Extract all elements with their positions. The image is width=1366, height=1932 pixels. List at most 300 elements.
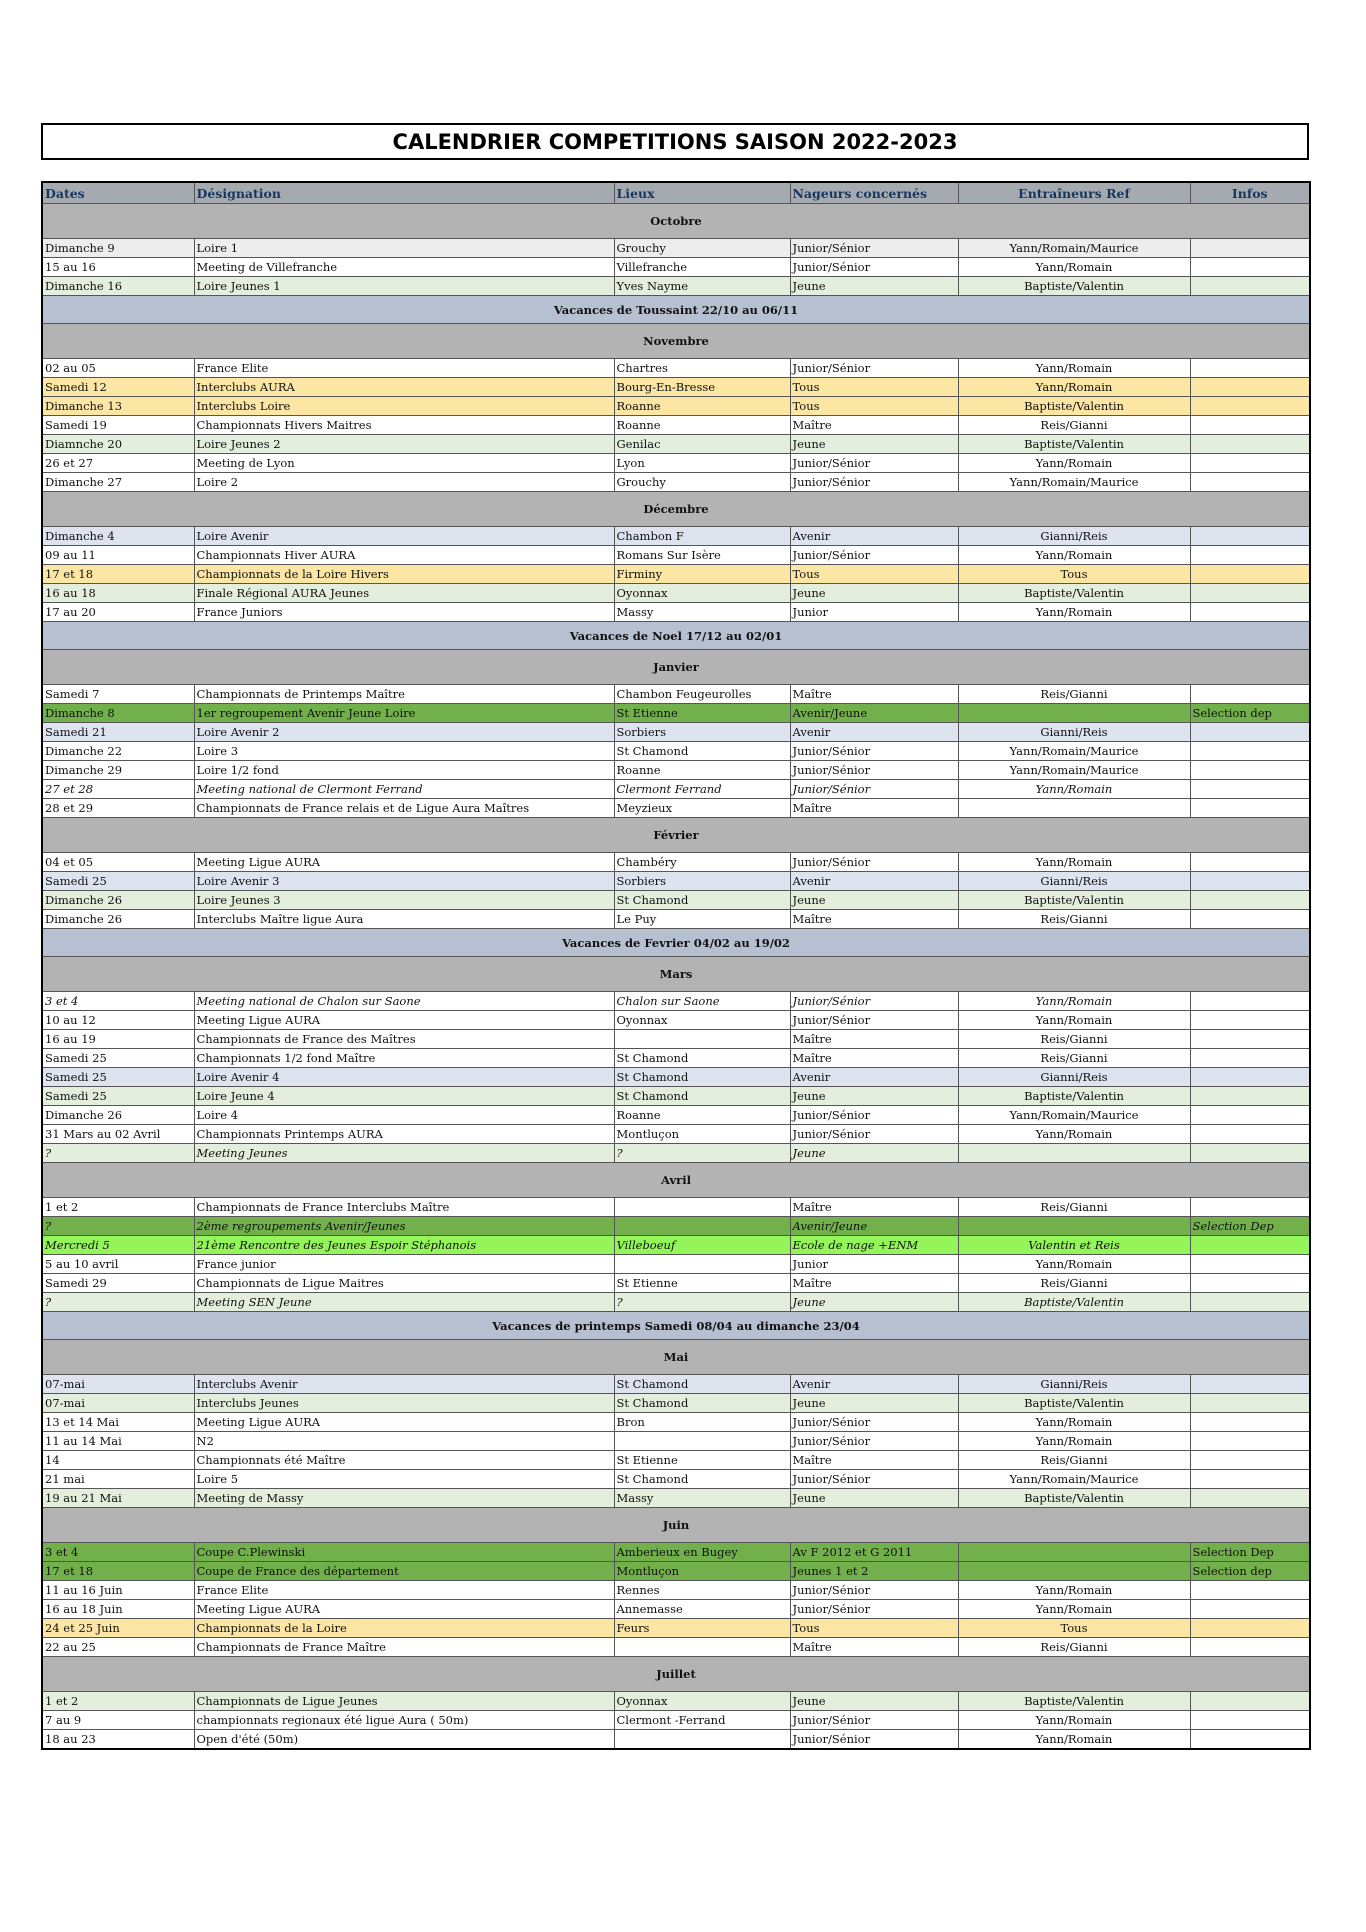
cell-entraineurs: Tous — [958, 1619, 1190, 1638]
cell-entraineurs — [958, 1562, 1190, 1581]
cell-lieu: Rennes — [614, 1581, 790, 1600]
table-row — [42, 1394, 1310, 1413]
cell-entraineurs: Yann/Romain/Maurice — [958, 1106, 1190, 1125]
cell-designation: Meeting Ligue AURA — [194, 853, 614, 872]
cell-nageurs: Junior/Sénior — [790, 1711, 958, 1730]
cell-designation: Meeting de Villefranche — [194, 258, 614, 277]
cell-lieu — [614, 1030, 790, 1049]
cell-nageurs: Maître — [790, 799, 958, 818]
table-row — [42, 258, 1310, 277]
cell-date: Dimanche 22 — [42, 742, 194, 761]
cell-lieu: Montluçon — [614, 1125, 790, 1144]
table-row — [42, 1255, 1310, 1274]
month-row — [42, 204, 1310, 239]
cell-infos — [1190, 1198, 1310, 1217]
cell-nageurs: Junior/Sénior — [790, 742, 958, 761]
month-label: Mai — [42, 1340, 1310, 1375]
table-row — [42, 872, 1310, 891]
cell-nageurs: Junior/Sénior — [790, 853, 958, 872]
cell-date: 16 au 18 — [42, 584, 194, 603]
cell-lieu: St Chamond — [614, 742, 790, 761]
month-row — [42, 1163, 1310, 1198]
cell-nageurs: Maître — [790, 1274, 958, 1293]
cell-infos — [1190, 723, 1310, 742]
cell-nageurs: Junior/Sénior — [790, 1470, 958, 1489]
cell-entraineurs: Yann/Romain — [958, 780, 1190, 799]
cell-date: Samedi 7 — [42, 685, 194, 704]
table-row — [42, 546, 1310, 565]
cell-date: Dimanche 26 — [42, 891, 194, 910]
cell-designation: France Juniors — [194, 603, 614, 622]
table-row — [42, 1489, 1310, 1508]
table-row — [42, 1619, 1310, 1638]
cell-infos — [1190, 1068, 1310, 1087]
cell-nageurs: Junior/Sénior — [790, 1581, 958, 1600]
table-row — [42, 780, 1310, 799]
cell-date: 13 et 14 Mai — [42, 1413, 194, 1432]
header-entraineurs: Entraîneurs Ref — [958, 182, 1190, 204]
cell-designation: Interclubs AURA — [194, 378, 614, 397]
cell-nageurs: Avenir/Jeune — [790, 704, 958, 723]
cell-entraineurs: Valentin et Reis — [958, 1236, 1190, 1255]
month-label: Juillet — [42, 1657, 1310, 1692]
header-infos: Infos — [1190, 182, 1310, 204]
cell-nageurs: Junior/Sénior — [790, 1125, 958, 1144]
cell-date: 3 et 4 — [42, 1543, 194, 1562]
cell-entraineurs: Yann/Romain/Maurice — [958, 761, 1190, 780]
cell-infos — [1190, 454, 1310, 473]
cell-infos — [1190, 565, 1310, 584]
cell-nageurs: Jeune — [790, 1144, 958, 1163]
cell-designation: Meeting de Lyon — [194, 454, 614, 473]
cell-infos — [1190, 258, 1310, 277]
cell-nageurs: Junior/Sénior — [790, 1600, 958, 1619]
cell-lieu: Romans Sur Isère — [614, 546, 790, 565]
table-row — [42, 1144, 1310, 1163]
cell-date: Samedi 25 — [42, 1049, 194, 1068]
cell-nageurs: Avenir/Jeune — [790, 1217, 958, 1236]
table-row — [42, 1125, 1310, 1144]
cell-entraineurs: Yann/Romain — [958, 546, 1190, 565]
cell-nageurs: Jeunes 1 et 2 — [790, 1562, 958, 1581]
cell-infos — [1190, 527, 1310, 546]
table-row — [42, 359, 1310, 378]
cell-designation: Loire Avenir 3 — [194, 872, 614, 891]
cell-entraineurs: Yann/Romain — [958, 853, 1190, 872]
cell-nageurs: Maître — [790, 910, 958, 929]
cell-nageurs: Junior/Sénior — [790, 761, 958, 780]
month-label: Juin — [42, 1508, 1310, 1543]
cell-designation: Loire 2 — [194, 473, 614, 492]
calendar-body — [42, 204, 1310, 1750]
table-row — [42, 473, 1310, 492]
cell-designation: Interclubs Jeunes — [194, 1394, 614, 1413]
cell-designation: Meeting SEN Jeune — [194, 1293, 614, 1312]
cell-date: Samedi 21 — [42, 723, 194, 742]
cell-date: 19 au 21 Mai — [42, 1489, 194, 1508]
cell-entraineurs: Reis/Gianni — [958, 685, 1190, 704]
cell-nageurs: Jeune — [790, 435, 958, 454]
cell-lieu — [614, 1255, 790, 1274]
cell-entraineurs: Baptiste/Valentin — [958, 1692, 1190, 1711]
cell-entraineurs: Reis/Gianni — [958, 910, 1190, 929]
table-row — [42, 527, 1310, 546]
cell-date: 14 — [42, 1451, 194, 1470]
table-row — [42, 378, 1310, 397]
table-row — [42, 1581, 1310, 1600]
cell-infos — [1190, 1144, 1310, 1163]
cell-entraineurs — [958, 1217, 1190, 1236]
table-row — [42, 799, 1310, 818]
month-row — [42, 1340, 1310, 1375]
month-label: Novembre — [42, 324, 1310, 359]
cell-lieu: St Etienne — [614, 1274, 790, 1293]
cell-lieu: Massy — [614, 1489, 790, 1508]
cell-infos — [1190, 1413, 1310, 1432]
cell-designation: Championnats Hiver AURA — [194, 546, 614, 565]
cell-lieu: Chambéry — [614, 853, 790, 872]
cell-date: 11 au 16 Juin — [42, 1581, 194, 1600]
cell-infos — [1190, 799, 1310, 818]
vacation-label: Vacances de Toussaint 22/10 au 06/11 — [42, 296, 1310, 324]
cell-entraineurs: Yann/Romain — [958, 1581, 1190, 1600]
cell-nageurs: Avenir — [790, 723, 958, 742]
cell-date: 07-mai — [42, 1375, 194, 1394]
cell-lieu: Oyonnax — [614, 1011, 790, 1030]
cell-nageurs: Avenir — [790, 1375, 958, 1394]
table-row — [42, 1600, 1310, 1619]
cell-lieu: Grouchy — [614, 473, 790, 492]
table-row — [42, 761, 1310, 780]
vacation-row — [42, 929, 1310, 957]
cell-entraineurs: Baptiste/Valentin — [958, 891, 1190, 910]
cell-date: 26 et 27 — [42, 454, 194, 473]
cell-designation: Championnats de Printemps Maître — [194, 685, 614, 704]
cell-designation: 1er regroupement Avenir Jeune Loire — [194, 704, 614, 723]
cell-nageurs: Tous — [790, 378, 958, 397]
cell-entraineurs: Reis/Gianni — [958, 1638, 1190, 1657]
table-row — [42, 239, 1310, 258]
cell-entraineurs — [958, 1543, 1190, 1562]
table-row — [42, 603, 1310, 622]
cell-entraineurs: Yann/Romain — [958, 992, 1190, 1011]
table-row — [42, 1543, 1310, 1562]
table-row — [42, 891, 1310, 910]
table-row — [42, 1692, 1310, 1711]
cell-lieu: St Chamond — [614, 891, 790, 910]
cell-lieu: Le Puy — [614, 910, 790, 929]
cell-nageurs: Junior/Sénior — [790, 473, 958, 492]
cell-infos — [1190, 1711, 1310, 1730]
cell-date: Samedi 25 — [42, 872, 194, 891]
cell-lieu: Sorbiers — [614, 723, 790, 742]
cell-date: Samedi 25 — [42, 1087, 194, 1106]
table-row — [42, 1638, 1310, 1657]
cell-infos — [1190, 1470, 1310, 1489]
cell-entraineurs: Reis/Gianni — [958, 1049, 1190, 1068]
cell-entraineurs: Yann/Romain — [958, 1125, 1190, 1144]
table-row — [42, 910, 1310, 929]
month-row — [42, 492, 1310, 527]
cell-designation: Championnats Hivers Maitres — [194, 416, 614, 435]
cell-date: 21 mai — [42, 1470, 194, 1489]
table-row — [42, 584, 1310, 603]
cell-designation: Meeting national de Clermont Ferrand — [194, 780, 614, 799]
cell-lieu: Chambon Feugeurolles — [614, 685, 790, 704]
header-designation: Désignation — [194, 182, 614, 204]
cell-lieu: Clermont Ferrand — [614, 780, 790, 799]
cell-designation: Finale Régional AURA Jeunes — [194, 584, 614, 603]
cell-designation: Loire 4 — [194, 1106, 614, 1125]
table-row — [42, 1375, 1310, 1394]
month-label: Octobre — [42, 204, 1310, 239]
cell-entraineurs: Gianni/Reis — [958, 527, 1190, 546]
cell-infos — [1190, 359, 1310, 378]
cell-date: Dimanche 26 — [42, 910, 194, 929]
cell-infos — [1190, 473, 1310, 492]
cell-date: 1 et 2 — [42, 1198, 194, 1217]
cell-entraineurs: Baptiste/Valentin — [958, 397, 1190, 416]
cell-entraineurs: Reis/Gianni — [958, 1030, 1190, 1049]
cell-nageurs: Tous — [790, 1619, 958, 1638]
cell-infos — [1190, 1451, 1310, 1470]
cell-infos — [1190, 780, 1310, 799]
cell-infos: Selection dep — [1190, 1562, 1310, 1581]
cell-infos — [1190, 584, 1310, 603]
cell-designation: France Elite — [194, 359, 614, 378]
cell-infos — [1190, 1236, 1310, 1255]
cell-infos — [1190, 416, 1310, 435]
cell-entraineurs: Yann/Romain — [958, 1711, 1190, 1730]
cell-infos: Selection Dep — [1190, 1217, 1310, 1236]
cell-designation: Loire Avenir 2 — [194, 723, 614, 742]
cell-entraineurs: Baptiste/Valentin — [958, 277, 1190, 296]
cell-lieu: ? — [614, 1144, 790, 1163]
cell-infos — [1190, 1394, 1310, 1413]
cell-lieu: St Etienne — [614, 704, 790, 723]
cell-lieu: St Chamond — [614, 1087, 790, 1106]
header-dates: Dates — [42, 182, 194, 204]
cell-entraineurs: Yann/Romain — [958, 1730, 1190, 1750]
cell-infos — [1190, 1730, 1310, 1750]
cell-designation: Championnats été Maître — [194, 1451, 614, 1470]
cell-date: 16 au 19 — [42, 1030, 194, 1049]
cell-infos — [1190, 239, 1310, 258]
cell-nageurs: Junior/Sénior — [790, 546, 958, 565]
cell-designation: Loire Jeunes 2 — [194, 435, 614, 454]
table-row — [42, 853, 1310, 872]
cell-date: 07-mai — [42, 1394, 194, 1413]
cell-nageurs: Junior — [790, 1255, 958, 1274]
cell-infos — [1190, 1619, 1310, 1638]
cell-date: 15 au 16 — [42, 258, 194, 277]
cell-entraineurs: Gianni/Reis — [958, 1375, 1190, 1394]
cell-infos — [1190, 1030, 1310, 1049]
cell-entraineurs: Yann/Romain/Maurice — [958, 239, 1190, 258]
cell-entraineurs: Yann/Romain/Maurice — [958, 742, 1190, 761]
cell-entraineurs — [958, 799, 1190, 818]
cell-nageurs: Junior/Sénior — [790, 1413, 958, 1432]
cell-infos — [1190, 1581, 1310, 1600]
cell-designation: Championnats de Ligue Maitres — [194, 1274, 614, 1293]
table-row — [42, 454, 1310, 473]
cell-designation: Meeting Jeunes — [194, 1144, 614, 1163]
cell-lieu — [614, 1638, 790, 1657]
cell-date: 1 et 2 — [42, 1692, 194, 1711]
cell-date: 09 au 11 — [42, 546, 194, 565]
cell-date: Mercredi 5 — [42, 1236, 194, 1255]
cell-lieu: Bourg-En-Bresse — [614, 378, 790, 397]
cell-designation: Championnats de la Loire — [194, 1619, 614, 1638]
cell-designation: Championnats 1/2 fond Maître — [194, 1049, 614, 1068]
cell-date: 18 au 23 — [42, 1730, 194, 1750]
cell-nageurs: Jeune — [790, 1293, 958, 1312]
cell-lieu: Oyonnax — [614, 1692, 790, 1711]
cell-lieu: Massy — [614, 603, 790, 622]
cell-date: Dimanche 9 — [42, 239, 194, 258]
table-row — [42, 1293, 1310, 1312]
table-row — [42, 1470, 1310, 1489]
header-nageurs: Nageurs concernés — [790, 182, 958, 204]
cell-designation: France Elite — [194, 1581, 614, 1600]
cell-date: Dimanche 16 — [42, 277, 194, 296]
cell-designation: France junior — [194, 1255, 614, 1274]
cell-nageurs: Avenir — [790, 527, 958, 546]
cell-lieu: Villefranche — [614, 258, 790, 277]
cell-lieu: Chambon F — [614, 527, 790, 546]
table-row — [42, 1432, 1310, 1451]
cell-lieu: St Etienne — [614, 1451, 790, 1470]
cell-designation: Championnats de France des Maîtres — [194, 1030, 614, 1049]
cell-infos — [1190, 761, 1310, 780]
cell-designation: 21ème Rencontre des Jeunes Espoir Stéphanois — [194, 1236, 614, 1255]
table-row — [42, 1413, 1310, 1432]
table-row — [42, 1049, 1310, 1068]
cell-date: 17 au 20 — [42, 603, 194, 622]
cell-lieu: St Chamond — [614, 1394, 790, 1413]
cell-lieu: Firminy — [614, 565, 790, 584]
cell-infos — [1190, 435, 1310, 454]
cell-nageurs: Junior/Sénior — [790, 1730, 958, 1750]
cell-designation: championnats regionaux été ligue Aura ( 50m) — [194, 1711, 614, 1730]
cell-infos — [1190, 1600, 1310, 1619]
cell-date: 24 et 25 Juin — [42, 1619, 194, 1638]
cell-lieu: Chalon sur Saone — [614, 992, 790, 1011]
cell-lieu — [614, 1217, 790, 1236]
cell-infos — [1190, 1255, 1310, 1274]
cell-infos — [1190, 1274, 1310, 1293]
cell-designation: Meeting Ligue AURA — [194, 1600, 614, 1619]
cell-entraineurs: Yann/Romain — [958, 1011, 1190, 1030]
cell-date: 5 au 10 avril — [42, 1255, 194, 1274]
cell-entraineurs: Yann/Romain — [958, 1413, 1190, 1432]
cell-infos — [1190, 277, 1310, 296]
cell-entraineurs: Baptiste/Valentin — [958, 435, 1190, 454]
cell-lieu: Roanne — [614, 397, 790, 416]
cell-entraineurs: Baptiste/Valentin — [958, 1087, 1190, 1106]
cell-infos — [1190, 872, 1310, 891]
cell-designation: Interclubs Maître ligue Aura — [194, 910, 614, 929]
cell-date: 28 et 29 — [42, 799, 194, 818]
cell-designation: Loire 3 — [194, 742, 614, 761]
cell-date: 11 au 14 Mai — [42, 1432, 194, 1451]
cell-infos — [1190, 1125, 1310, 1144]
cell-infos — [1190, 1087, 1310, 1106]
table-row — [42, 1217, 1310, 1236]
cell-designation: Championnats de France Maître — [194, 1638, 614, 1657]
cell-designation: N2 — [194, 1432, 614, 1451]
cell-entraineurs: Reis/Gianni — [958, 1198, 1190, 1217]
cell-nageurs: Junior/Sénior — [790, 1011, 958, 1030]
cell-designation: Championnats de la Loire Hivers — [194, 565, 614, 584]
cell-date: Dimanche 13 — [42, 397, 194, 416]
month-label: Avril — [42, 1163, 1310, 1198]
header-lieux: Lieux — [614, 182, 790, 204]
table-row — [42, 1087, 1310, 1106]
cell-infos — [1190, 910, 1310, 929]
cell-lieu: Roanne — [614, 416, 790, 435]
cell-lieu: Sorbiers — [614, 872, 790, 891]
cell-entraineurs: Tous — [958, 565, 1190, 584]
table-row — [42, 1711, 1310, 1730]
cell-designation: Loire 1 — [194, 239, 614, 258]
cell-nageurs: Jeune — [790, 1692, 958, 1711]
month-label: Février — [42, 818, 1310, 853]
cell-infos — [1190, 378, 1310, 397]
cell-infos — [1190, 1692, 1310, 1711]
vacation-label: Vacances de printemps Samedi 08/04 au dimanche 23/04 — [42, 1312, 1310, 1340]
cell-date: Dimanche 27 — [42, 473, 194, 492]
cell-date: Dimanche 4 — [42, 527, 194, 546]
cell-entraineurs: Yann/Romain — [958, 378, 1190, 397]
table-row — [42, 1451, 1310, 1470]
cell-designation: Interclubs Avenir — [194, 1375, 614, 1394]
cell-infos — [1190, 603, 1310, 622]
table-row — [42, 277, 1310, 296]
cell-infos — [1190, 1375, 1310, 1394]
table-row — [42, 397, 1310, 416]
table-row — [42, 1236, 1310, 1255]
cell-infos — [1190, 853, 1310, 872]
cell-entraineurs: Gianni/Reis — [958, 1068, 1190, 1087]
cell-nageurs: Tous — [790, 565, 958, 584]
cell-nageurs: Jeune — [790, 891, 958, 910]
month-row — [42, 650, 1310, 685]
table-row — [42, 742, 1310, 761]
cell-nageurs: Av F 2012 et G 2011 — [790, 1543, 958, 1562]
table-row — [42, 565, 1310, 584]
cell-date: 31 Mars au 02 Avril — [42, 1125, 194, 1144]
vacation-row — [42, 622, 1310, 650]
vacation-row — [42, 1312, 1310, 1340]
cell-entraineurs: Yann/Romain — [958, 454, 1190, 473]
cell-date: 17 et 18 — [42, 565, 194, 584]
cell-infos: Selection dep — [1190, 704, 1310, 723]
cell-designation: Interclubs Loire — [194, 397, 614, 416]
cell-entraineurs: Yann/Romain — [958, 359, 1190, 378]
cell-nageurs: Junior/Sénior — [790, 258, 958, 277]
cell-nageurs: Maître — [790, 1198, 958, 1217]
cell-nageurs: Jeune — [790, 1489, 958, 1508]
cell-nageurs: Junior/Sénior — [790, 780, 958, 799]
vacation-row — [42, 296, 1310, 324]
table-row — [42, 1106, 1310, 1125]
cell-nageurs: Jeune — [790, 584, 958, 603]
month-row — [42, 957, 1310, 992]
cell-designation: Championnats de Ligue Jeunes — [194, 1692, 614, 1711]
cell-nageurs: Tous — [790, 397, 958, 416]
cell-designation: Open d'été (50m) — [194, 1730, 614, 1750]
